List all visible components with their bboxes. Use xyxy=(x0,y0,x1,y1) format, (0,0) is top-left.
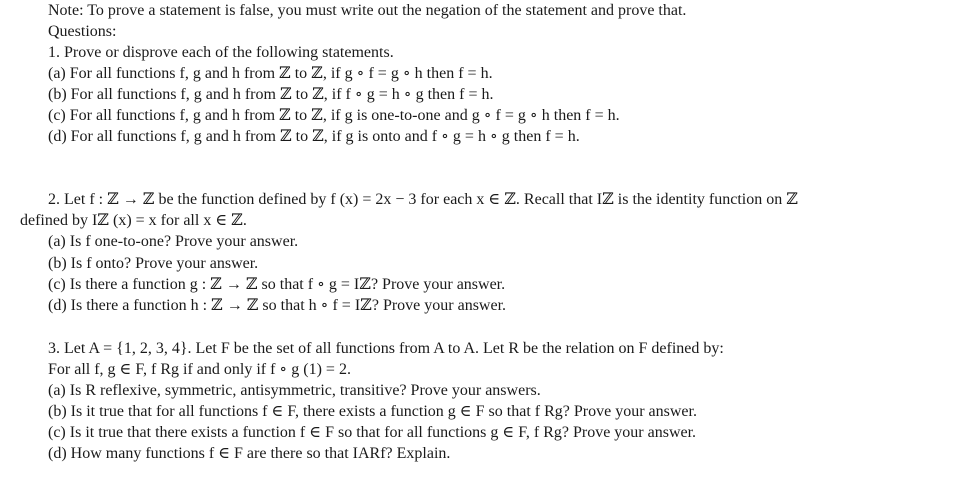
q1-heading: 1. Prove or disprove each of the following statements. xyxy=(48,44,394,61)
note-text: Note: To prove a statement is false, you must write out the negation of the statement and prove that. xyxy=(48,2,687,19)
questions-label: Questions: xyxy=(48,23,117,40)
q2-heading: 2. Let f : ℤ → ℤ be the function defined by f (x) = 2x − 3 for each x ∈ ℤ. Recall that Iℤ is the identity function on ℤ xyxy=(48,191,798,208)
q2-item-d: (d) Is there a function h : ℤ → ℤ so that h ∘ f = Iℤ? Prove your answer. xyxy=(48,297,507,314)
q2-item-c: (c) Is there a function g : ℤ → ℤ so that f ∘ g = Iℤ? Prove your answer. xyxy=(48,276,506,293)
q1-item-b: (b) For all functions f, g and h from ℤ to ℤ, if f ∘ g = h ∘ g then f = h. xyxy=(48,86,494,103)
q3-item-b: (b) Is it true that for all functions f ∈ F, there exists a function g ∈ F so that f Rg? Prove your answer. xyxy=(48,403,697,420)
q1-item-c: (c) For all functions f, g and h from ℤ to ℤ, if g is one-to-one and g ∘ f = g ∘ h then f = h. xyxy=(48,107,620,124)
q3-heading-cont: For all f, g ∈ F, f Rg if and only if f ∘ g (1) = 2. xyxy=(48,361,351,378)
q2-item-a: (a) Is f one-to-one? Prove your answer. xyxy=(48,233,299,250)
q3-item-d: (d) How many functions f ∈ F are there so that IARf? Explain. xyxy=(48,445,451,462)
q1-item-a: (a) For all functions f, g and h from ℤ to ℤ, if g ∘ f = g ∘ h then f = h. xyxy=(48,65,493,82)
q2-item-b: (b) Is f onto? Prove your answer. xyxy=(48,255,259,272)
q3-item-c: (c) Is it true that there exists a function f ∈ F so that for all functions g ∈ F, f Rg? Prove your answer. xyxy=(48,424,697,441)
q1-item-d: (d) For all functions f, g and h from ℤ to ℤ, if g is onto and f ∘ g = h ∘ g then f = h. xyxy=(48,128,580,145)
q2-heading-cont: defined by Iℤ (x) = x for all x ∈ ℤ. xyxy=(20,212,247,229)
q3-heading: 3. Let A = {1, 2, 3, 4}. Let F be the set of all functions from A to A. Let R be the relation on F defined by: xyxy=(48,340,724,357)
q3-item-a: (a) Is R reflexive, symmetric, antisymmetric, transitive? Prove your answers. xyxy=(48,382,541,399)
